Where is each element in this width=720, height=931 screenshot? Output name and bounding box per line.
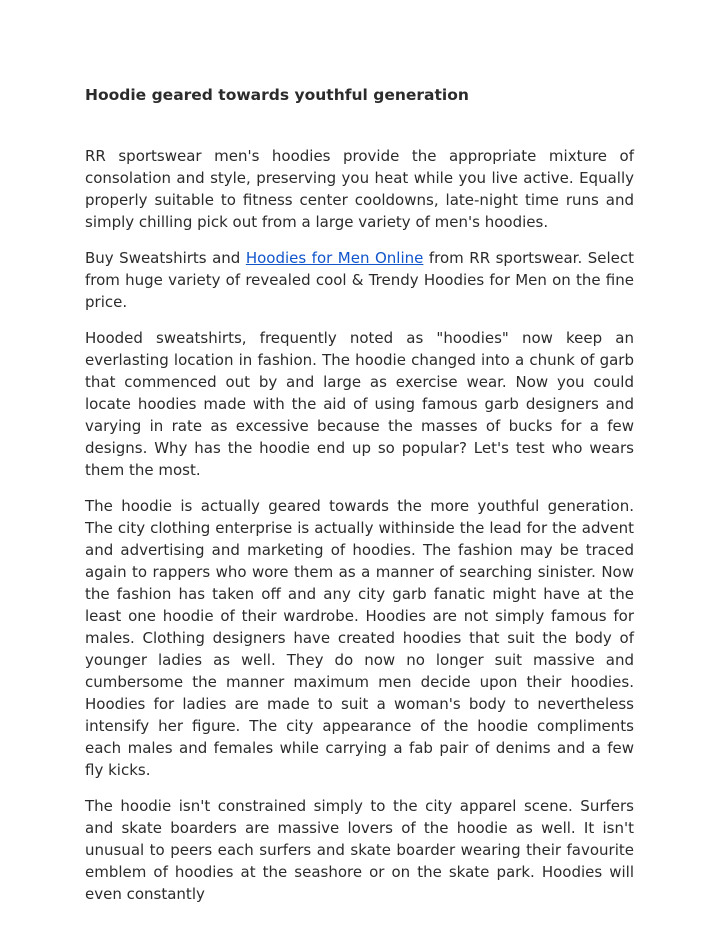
paragraph-4: The hoodie is actually geared towards the more youthful generation. The city clothing enterprise is actually withinside the lead for the advent and advertising and marketing of hoodies. The fashion may be traced again to rappers who wore them as a manner of searching sinister. Now the fashion has taken off and any city garb fanatic might have at the least one hoodie of their wardrobe. Hoodies are not simply famous for males. Clothing designers have created hoodies that suit the body of younger ladies as well. They do now no longer suit massive and cumbersome the manner maximum men decide upon their hoodies. Hoodies for ladies are made to suit a woman's body to nevertheless intensify her figure. The city appearance of the hoodie compliments each males and females while carrying a fab pair of denims and a few fly kicks. [85,497,634,779]
paragraph-2 [85,247,634,313]
paragraph-3: Hooded sweatshirts, frequently noted as "hoodies" now keep an everlasting location in fashion. The hoodie changed into a chunk of garb that commenced out by and large as exercise wear. Now you could locate hoodies made with the aid of using famous garb designers and varying in rate as excessive because the masses of bucks for a few designs. Why has the hoodie end up so popular? Let's test who wears them the most. [85,329,634,479]
document-title: Hoodie geared towards youthful generation [85,86,469,104]
hoodies-for-men-online-link[interactable]: Hoodies for Men Online [245,249,424,267]
document-body [85,145,634,919]
paragraph-2-text-before: Buy Sweatshirts and [85,249,246,267]
paragraph-5: The hoodie isn't constrained simply to the city apparel scene. Surfers and skate boarders are massive lovers of the hoodie as well. It isn't unusual to peers each surfers and skate boarder wearing their favourite emblem of hoodies at the seashore or on the skate park. Hoodies will even constantly [85,797,634,903]
paragraph-2-text-after: from RR sportswear. Select from huge variety of revealed cool & Trendy Hoodies for Men on the fine price. [85,249,634,311]
paragraph-1: RR sportswear men's hoodies provide the appropriate mixture of consolation and style, preserving you heat while you live active. Equally properly suitable to fitness center cooldowns, late-night time runs and simply chilling pick out from a large variety of men's hoodies. [85,147,634,231]
